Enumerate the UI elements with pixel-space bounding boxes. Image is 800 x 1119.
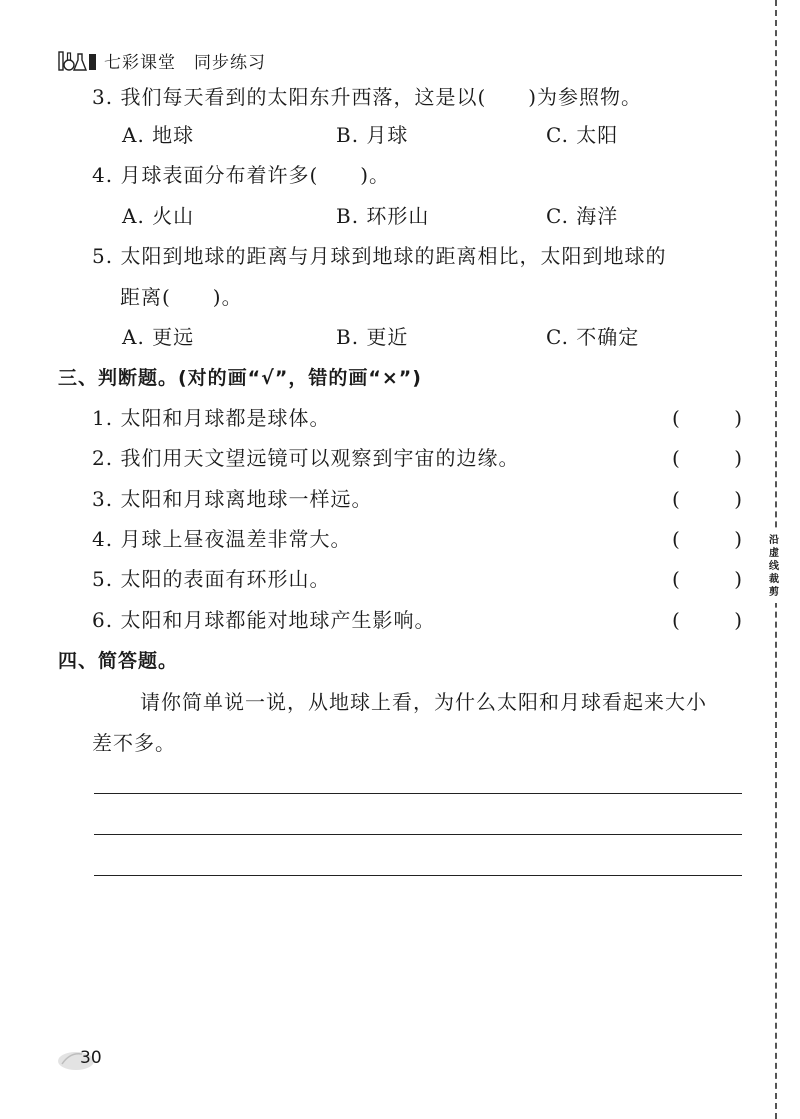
judge-answer-blank-1[interactable]: ( ) <box>672 406 742 430</box>
choice-4-option-c: C. 海洋 <box>546 204 619 228</box>
answer-writing-line-2[interactable] <box>94 834 742 835</box>
choice-question-3: 3. 我们每天看到的太阳东升西落，这是以( )为参照物。 <box>92 85 643 109</box>
short-answer-question-line-1: 请你简单说一说，从地球上看，为什么太阳和月球看起来大小 <box>140 690 707 714</box>
choice-3-option-b: B. 月球 <box>336 123 409 147</box>
choice-5-option-c: C. 不确定 <box>546 325 640 349</box>
judge-item-4: 4. 月球上昼夜温差非常大。 <box>92 527 352 551</box>
judge-answer-blank-2[interactable]: ( ) <box>672 446 742 470</box>
cut-along-dashed-line-label: 沿 虚 线 裁 剪 <box>764 530 784 603</box>
choice-3-option-c: C. 太阳 <box>546 123 619 147</box>
brand-subtitle: 同步练习 <box>194 52 266 73</box>
choice-question-4: 4. 月球表面分布着许多( )。 <box>92 163 391 187</box>
page-number: 30 <box>80 1048 102 1068</box>
choice-question-5: 5. 太阳到地球的距离与月球到地球的距离相比，太阳到地球的 <box>92 244 667 268</box>
section-heading-judge: 三、判断题。(对的画“√”，错的画“×”) <box>58 367 422 389</box>
choice-3-option-a: A. 地球 <box>122 123 195 147</box>
choice-4-option-b: B. 环形山 <box>336 204 430 228</box>
choice-4-option-a: A. 火山 <box>122 204 195 228</box>
section-heading-short-answer: 四、简答题。 <box>58 650 179 672</box>
judge-answer-blank-5[interactable]: ( ) <box>672 567 742 591</box>
choice-5-option-a: A. 更远 <box>122 325 195 349</box>
page-header <box>58 46 266 74</box>
page-number-badge <box>58 1046 108 1074</box>
judge-item-3: 3. 太阳和月球离地球一样远。 <box>92 487 373 511</box>
answer-writing-line-1[interactable] <box>94 793 742 794</box>
short-answer-question-line-2: 差不多。 <box>92 731 176 755</box>
judge-answer-blank-3[interactable]: ( ) <box>672 487 742 511</box>
judge-item-1: 1. 太阳和月球都是球体。 <box>92 406 331 430</box>
judge-item-2: 2. 我们用天文望远镜可以观察到宇宙的边缘。 <box>92 446 520 470</box>
lab-flask-logo-icon <box>58 48 98 72</box>
judge-item-6: 6. 太阳和月球都能对地球产生影响。 <box>92 608 436 632</box>
judge-answer-blank-6[interactable]: ( ) <box>672 608 742 632</box>
brand-title: 七彩课堂 <box>104 52 176 73</box>
judge-answer-blank-4[interactable]: ( ) <box>672 527 742 551</box>
choice-question-5-continued: 距离( )。 <box>120 285 243 309</box>
choice-5-option-b: B. 更近 <box>336 325 409 349</box>
judge-item-5: 5. 太阳的表面有环形山。 <box>92 567 331 591</box>
answer-writing-line-3[interactable] <box>94 875 742 876</box>
